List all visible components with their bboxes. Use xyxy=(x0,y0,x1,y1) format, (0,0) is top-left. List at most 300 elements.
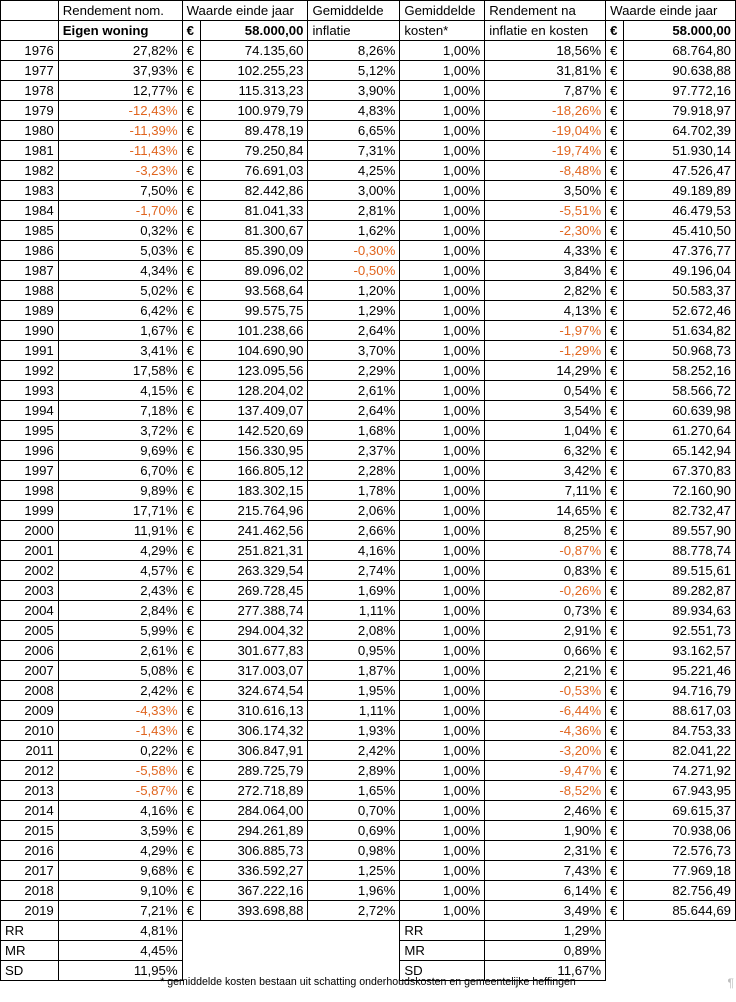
currency-cell[interactable]: € xyxy=(182,601,200,621)
inflatie-cell[interactable]: 8,26% xyxy=(308,41,400,61)
kosten-cell[interactable]: 1,00% xyxy=(400,481,485,501)
year-cell[interactable]: 1976 xyxy=(1,41,59,61)
kosten-cell[interactable]: 1,00% xyxy=(400,721,485,741)
kosten-cell[interactable]: 1,00% xyxy=(400,841,485,861)
rendement-na-cell[interactable]: 3,50% xyxy=(485,181,606,201)
rendement-na-cell[interactable]: 2,82% xyxy=(485,281,606,301)
waarde-cell[interactable]: 85.390,09 xyxy=(200,241,308,261)
header-waarde-einde-jaar[interactable]: Waarde einde jaar xyxy=(182,1,308,21)
waarde-reeel-cell[interactable]: 88.778,74 xyxy=(624,541,736,561)
waarde-cell[interactable]: 101.238,66 xyxy=(200,321,308,341)
inflatie-cell[interactable]: 0,69% xyxy=(308,821,400,841)
year-cell[interactable]: 2011 xyxy=(1,741,59,761)
inflatie-cell[interactable]: 2,66% xyxy=(308,521,400,541)
currency-cell[interactable]: € xyxy=(182,761,200,781)
waarde-reeel-cell[interactable]: 82.041,22 xyxy=(624,741,736,761)
currency-cell[interactable]: € xyxy=(606,41,624,61)
kosten-cell[interactable]: 1,00% xyxy=(400,181,485,201)
year-cell[interactable]: 1984 xyxy=(1,201,59,221)
rendement-nom-cell[interactable]: 7,50% xyxy=(58,181,182,201)
rendement-na-cell[interactable]: 1,90% xyxy=(485,821,606,841)
kosten-cell[interactable]: 1,00% xyxy=(400,501,485,521)
rendement-nom-cell[interactable]: 7,21% xyxy=(58,901,182,921)
waarde-cell[interactable]: 82.442,86 xyxy=(200,181,308,201)
year-cell[interactable]: 2008 xyxy=(1,681,59,701)
currency-cell[interactable]: € xyxy=(182,741,200,761)
inflatie-cell[interactable]: 2,61% xyxy=(308,381,400,401)
rendement-nom-cell[interactable]: -12,43% xyxy=(58,101,182,121)
year-cell[interactable]: 1991 xyxy=(1,341,59,361)
year-cell[interactable]: 1992 xyxy=(1,361,59,381)
year-cell[interactable]: 1998 xyxy=(1,481,59,501)
kosten-cell[interactable]: 1,00% xyxy=(400,701,485,721)
waarde-cell[interactable]: 76.691,03 xyxy=(200,161,308,181)
currency-cell[interactable]: € xyxy=(606,61,624,81)
empty-cell[interactable] xyxy=(1,21,59,41)
stat-value-left[interactable]: 4,45% xyxy=(58,941,182,961)
rendement-na-cell[interactable]: -0,87% xyxy=(485,541,606,561)
currency-cell[interactable]: € xyxy=(606,481,624,501)
currency-cell[interactable]: € xyxy=(182,581,200,601)
waarde-reeel-cell[interactable]: 94.716,79 xyxy=(624,681,736,701)
kosten-cell[interactable]: 1,00% xyxy=(400,321,485,341)
kosten-cell[interactable]: 1,00% xyxy=(400,161,485,181)
inflatie-cell[interactable]: 1,93% xyxy=(308,721,400,741)
currency-cell[interactable]: € xyxy=(182,881,200,901)
year-cell[interactable]: 2012 xyxy=(1,761,59,781)
waarde-reeel-cell[interactable]: 89.515,61 xyxy=(624,561,736,581)
currency-cell[interactable]: € xyxy=(182,841,200,861)
currency-cell[interactable]: € xyxy=(606,781,624,801)
rendement-na-cell[interactable]: 3,84% xyxy=(485,261,606,281)
rendement-na-cell[interactable]: -19,74% xyxy=(485,141,606,161)
waarde-reeel-cell[interactable]: 82.732,47 xyxy=(624,501,736,521)
waarde-reeel-cell[interactable]: 85.644,69 xyxy=(624,901,736,921)
rendement-nom-cell[interactable]: 5,08% xyxy=(58,661,182,681)
kosten-cell[interactable]: 1,00% xyxy=(400,381,485,401)
waarde-reeel-cell[interactable]: 49.189,89 xyxy=(624,181,736,201)
inflatie-cell[interactable]: 4,25% xyxy=(308,161,400,181)
inflatie-cell[interactable]: 1,87% xyxy=(308,661,400,681)
inflatie-cell[interactable]: 1,78% xyxy=(308,481,400,501)
inflatie-cell[interactable]: 2,81% xyxy=(308,201,400,221)
waarde-cell[interactable]: 215.764,96 xyxy=(200,501,308,521)
kosten-cell[interactable]: 1,00% xyxy=(400,301,485,321)
currency-cell[interactable]: € xyxy=(182,201,200,221)
waarde-cell[interactable]: 81.041,33 xyxy=(200,201,308,221)
currency-cell[interactable]: € xyxy=(182,421,200,441)
currency-cell[interactable]: € xyxy=(182,241,200,261)
waarde-cell[interactable]: 306.847,91 xyxy=(200,741,308,761)
waarde-cell[interactable]: 183.302,15 xyxy=(200,481,308,501)
rendement-nom-cell[interactable]: 5,99% xyxy=(58,621,182,641)
header-rna-sub[interactable]: inflatie en kosten xyxy=(485,21,606,41)
currency-cell[interactable]: € xyxy=(606,221,624,241)
rendement-nom-cell[interactable]: -1,43% xyxy=(58,721,182,741)
currency-cell[interactable]: € xyxy=(606,901,624,921)
waarde-reeel-cell[interactable]: 67.943,95 xyxy=(624,781,736,801)
waarde-reeel-cell[interactable]: 47.376,77 xyxy=(624,241,736,261)
waarde-cell[interactable]: 310.616,13 xyxy=(200,701,308,721)
currency-cell[interactable]: € xyxy=(182,781,200,801)
rendement-na-cell[interactable]: 2,46% xyxy=(485,801,606,821)
inflatie-cell[interactable]: 1,96% xyxy=(308,881,400,901)
currency-cell[interactable]: € xyxy=(606,581,624,601)
year-cell[interactable]: 2013 xyxy=(1,781,59,801)
inflatie-cell[interactable]: 6,65% xyxy=(308,121,400,141)
rendement-nom-cell[interactable]: -11,39% xyxy=(58,121,182,141)
rendement-na-cell[interactable]: 3,42% xyxy=(485,461,606,481)
year-cell[interactable]: 1988 xyxy=(1,281,59,301)
kosten-cell[interactable]: 1,00% xyxy=(400,441,485,461)
rendement-na-cell[interactable]: 4,33% xyxy=(485,241,606,261)
kosten-cell[interactable]: 1,00% xyxy=(400,861,485,881)
waarde-cell[interactable]: 128.204,02 xyxy=(200,381,308,401)
stat-value-left[interactable]: 4,81% xyxy=(58,921,182,941)
rendement-na-cell[interactable]: -3,20% xyxy=(485,741,606,761)
inflatie-cell[interactable]: -0,30% xyxy=(308,241,400,261)
rendement-nom-cell[interactable]: 9,89% xyxy=(58,481,182,501)
inflatie-cell[interactable]: 3,00% xyxy=(308,181,400,201)
rendement-nom-cell[interactable]: 17,58% xyxy=(58,361,182,381)
inflatie-cell[interactable]: 2,08% xyxy=(308,621,400,641)
waarde-reeel-cell[interactable]: 68.764,80 xyxy=(624,41,736,61)
waarde-reeel-cell[interactable]: 64.702,39 xyxy=(624,121,736,141)
year-cell[interactable]: 1981 xyxy=(1,141,59,161)
waarde-reeel-cell[interactable]: 97.772,16 xyxy=(624,81,736,101)
rendement-na-cell[interactable]: -6,44% xyxy=(485,701,606,721)
year-cell[interactable]: 2010 xyxy=(1,721,59,741)
currency-cell[interactable]: € xyxy=(182,861,200,881)
waarde-reeel-cell[interactable]: 67.370,83 xyxy=(624,461,736,481)
waarde-cell[interactable]: 284.064,00 xyxy=(200,801,308,821)
stat-value-right[interactable]: 1,29% xyxy=(485,921,606,941)
year-cell[interactable]: 1986 xyxy=(1,241,59,261)
waarde-cell[interactable]: 294.261,89 xyxy=(200,821,308,841)
inflatie-cell[interactable]: 2,06% xyxy=(308,501,400,521)
rendement-nom-cell[interactable]: 2,61% xyxy=(58,641,182,661)
year-cell[interactable]: 1999 xyxy=(1,501,59,521)
rendement-na-cell[interactable]: 3,54% xyxy=(485,401,606,421)
currency-cell-2[interactable]: € xyxy=(606,21,624,41)
rendement-na-cell[interactable]: 14,65% xyxy=(485,501,606,521)
year-cell[interactable]: 2018 xyxy=(1,881,59,901)
rendement-na-cell[interactable]: 3,49% xyxy=(485,901,606,921)
waarde-cell[interactable]: 241.462,56 xyxy=(200,521,308,541)
rendement-nom-cell[interactable]: 9,10% xyxy=(58,881,182,901)
rendement-na-cell[interactable]: 2,21% xyxy=(485,661,606,681)
currency-cell[interactable]: € xyxy=(182,141,200,161)
rendement-nom-cell[interactable]: 9,69% xyxy=(58,441,182,461)
waarde-cell[interactable]: 263.329,54 xyxy=(200,561,308,581)
currency-cell[interactable]: € xyxy=(606,361,624,381)
waarde-cell[interactable]: 306.174,32 xyxy=(200,721,308,741)
currency-cell[interactable]: € xyxy=(606,141,624,161)
waarde-cell[interactable]: 324.674,54 xyxy=(200,681,308,701)
currency-cell[interactable]: € xyxy=(606,541,624,561)
waarde-reeel-cell[interactable]: 61.270,64 xyxy=(624,421,736,441)
year-cell[interactable]: 1980 xyxy=(1,121,59,141)
rendement-na-cell[interactable]: -1,29% xyxy=(485,341,606,361)
currency-cell[interactable]: € xyxy=(182,441,200,461)
rendement-nom-cell[interactable]: 12,77% xyxy=(58,81,182,101)
waarde-reeel-cell[interactable]: 45.410,50 xyxy=(624,221,736,241)
rendement-na-cell[interactable]: -0,53% xyxy=(485,681,606,701)
waarde-reeel-cell[interactable]: 90.638,88 xyxy=(624,61,736,81)
rendement-na-cell[interactable]: -9,47% xyxy=(485,761,606,781)
waarde-cell[interactable]: 102.255,23 xyxy=(200,61,308,81)
year-cell[interactable]: 2016 xyxy=(1,841,59,861)
rendement-nom-cell[interactable]: 37,93% xyxy=(58,61,182,81)
currency-cell[interactable]: € xyxy=(182,221,200,241)
rendement-na-cell[interactable]: 6,14% xyxy=(485,881,606,901)
stat-label[interactable]: MR xyxy=(1,941,59,961)
kosten-cell[interactable]: 1,00% xyxy=(400,581,485,601)
rendement-na-cell[interactable]: 0,73% xyxy=(485,601,606,621)
waarde-reeel-cell[interactable]: 46.479,53 xyxy=(624,201,736,221)
year-cell[interactable]: 1993 xyxy=(1,381,59,401)
waarde-reeel-cell[interactable]: 50.583,37 xyxy=(624,281,736,301)
year-cell[interactable]: 1978 xyxy=(1,81,59,101)
currency-cell[interactable]: € xyxy=(606,561,624,581)
rendement-nom-cell[interactable]: -4,33% xyxy=(58,701,182,721)
rendement-nom-cell[interactable]: 7,18% xyxy=(58,401,182,421)
inflatie-cell[interactable]: 2,89% xyxy=(308,761,400,781)
kosten-cell[interactable]: 1,00% xyxy=(400,341,485,361)
currency-cell[interactable]: € xyxy=(606,101,624,121)
waarde-reeel-cell[interactable]: 49.196,04 xyxy=(624,261,736,281)
rendement-na-cell[interactable]: 2,91% xyxy=(485,621,606,641)
waarde-reeel-cell[interactable]: 51.634,82 xyxy=(624,321,736,341)
waarde-cell[interactable]: 272.718,89 xyxy=(200,781,308,801)
waarde-reeel-cell[interactable]: 93.162,57 xyxy=(624,641,736,661)
rendement-na-cell[interactable]: 2,31% xyxy=(485,841,606,861)
waarde-cell[interactable]: 79.250,84 xyxy=(200,141,308,161)
rendement-na-cell[interactable]: 0,66% xyxy=(485,641,606,661)
inflatie-cell[interactable]: 2,37% xyxy=(308,441,400,461)
rendement-nom-cell[interactable]: 2,42% xyxy=(58,681,182,701)
rendement-nom-cell[interactable]: 4,29% xyxy=(58,541,182,561)
currency-cell[interactable]: € xyxy=(606,601,624,621)
kosten-cell[interactable]: 1,00% xyxy=(400,661,485,681)
rendement-na-cell[interactable]: -18,26% xyxy=(485,101,606,121)
waarde-cell[interactable]: 393.698,88 xyxy=(200,901,308,921)
waarde-reeel-cell[interactable]: 89.557,90 xyxy=(624,521,736,541)
waarde-reeel-cell[interactable]: 88.617,03 xyxy=(624,701,736,721)
waarde-reeel-cell[interactable]: 89.934,63 xyxy=(624,601,736,621)
start-value-cell-2[interactable]: 58.000,00 xyxy=(624,21,736,41)
currency-cell[interactable]: € xyxy=(606,441,624,461)
inflatie-cell[interactable]: 1,29% xyxy=(308,301,400,321)
currency-cell[interactable]: € xyxy=(182,541,200,561)
currency-cell[interactable]: € xyxy=(606,641,624,661)
rendement-nom-cell[interactable]: 27,82% xyxy=(58,41,182,61)
currency-cell[interactable]: € xyxy=(606,681,624,701)
rendement-na-cell[interactable]: 1,04% xyxy=(485,421,606,441)
rendement-na-cell[interactable]: 7,11% xyxy=(485,481,606,501)
kosten-cell[interactable]: 1,00% xyxy=(400,741,485,761)
kosten-cell[interactable]: 1,00% xyxy=(400,361,485,381)
waarde-reeel-cell[interactable]: 70.938,06 xyxy=(624,821,736,841)
currency-cell[interactable]: € xyxy=(606,161,624,181)
currency-cell[interactable]: € xyxy=(606,281,624,301)
kosten-cell[interactable]: 1,00% xyxy=(400,141,485,161)
waarde-cell[interactable]: 100.979,79 xyxy=(200,101,308,121)
header-gemiddelde-inflatie[interactable]: Gemiddelde xyxy=(308,1,400,21)
inflatie-cell[interactable]: 0,98% xyxy=(308,841,400,861)
currency-cell[interactable]: € xyxy=(182,81,200,101)
currency-cell[interactable]: € xyxy=(606,81,624,101)
currency-cell[interactable]: € xyxy=(606,201,624,221)
kosten-cell[interactable]: 1,00% xyxy=(400,101,485,121)
rendement-na-cell[interactable]: 0,54% xyxy=(485,381,606,401)
rendement-na-cell[interactable]: 4,13% xyxy=(485,301,606,321)
waarde-cell[interactable]: 142.520,69 xyxy=(200,421,308,441)
waarde-reeel-cell[interactable]: 58.252,16 xyxy=(624,361,736,381)
waarde-cell[interactable]: 269.728,45 xyxy=(200,581,308,601)
year-cell[interactable]: 1983 xyxy=(1,181,59,201)
currency-cell[interactable]: € xyxy=(606,701,624,721)
waarde-reeel-cell[interactable]: 84.753,33 xyxy=(624,721,736,741)
currency-cell[interactable]: € xyxy=(182,161,200,181)
currency-cell[interactable]: € xyxy=(182,41,200,61)
currency-cell[interactable]: € xyxy=(182,661,200,681)
inflatie-cell[interactable]: 5,12% xyxy=(308,61,400,81)
inflatie-cell[interactable]: 2,29% xyxy=(308,361,400,381)
waarde-cell[interactable]: 306.885,73 xyxy=(200,841,308,861)
kosten-cell[interactable]: 1,00% xyxy=(400,521,485,541)
inflatie-cell[interactable]: 1,68% xyxy=(308,421,400,441)
year-cell[interactable]: 1985 xyxy=(1,221,59,241)
year-cell[interactable]: 1987 xyxy=(1,261,59,281)
rendement-nom-cell[interactable]: -5,87% xyxy=(58,781,182,801)
waarde-reeel-cell[interactable]: 51.930,14 xyxy=(624,141,736,161)
waarde-cell[interactable]: 137.409,07 xyxy=(200,401,308,421)
year-cell[interactable]: 2017 xyxy=(1,861,59,881)
currency-cell[interactable]: € xyxy=(182,401,200,421)
waarde-reeel-cell[interactable]: 79.918,97 xyxy=(624,101,736,121)
waarde-reeel-cell[interactable]: 72.160,90 xyxy=(624,481,736,501)
rendement-nom-cell[interactable]: 4,29% xyxy=(58,841,182,861)
rendement-nom-cell[interactable]: 4,16% xyxy=(58,801,182,821)
year-cell[interactable]: 1979 xyxy=(1,101,59,121)
kosten-cell[interactable]: 1,00% xyxy=(400,241,485,261)
inflatie-cell[interactable]: 1,69% xyxy=(308,581,400,601)
rendement-nom-cell[interactable]: 2,84% xyxy=(58,601,182,621)
kosten-cell[interactable]: 1,00% xyxy=(400,641,485,661)
currency-cell[interactable]: € xyxy=(606,181,624,201)
waarde-reeel-cell[interactable]: 47.526,47 xyxy=(624,161,736,181)
year-cell[interactable]: 1977 xyxy=(1,61,59,81)
year-cell[interactable]: 2006 xyxy=(1,641,59,661)
waarde-cell[interactable]: 74.135,60 xyxy=(200,41,308,61)
year-cell[interactable]: 1995 xyxy=(1,421,59,441)
currency-cell[interactable]: € xyxy=(182,301,200,321)
kosten-cell[interactable]: 1,00% xyxy=(400,121,485,141)
header-rendement-na[interactable]: Rendement na xyxy=(485,1,606,21)
inflatie-cell[interactable]: -0,50% xyxy=(308,261,400,281)
rendement-nom-cell[interactable]: 0,32% xyxy=(58,221,182,241)
currency-cell[interactable]: € xyxy=(182,281,200,301)
currency-cell[interactable]: € xyxy=(606,741,624,761)
rendement-na-cell[interactable]: 14,29% xyxy=(485,361,606,381)
currency-cell[interactable]: € xyxy=(182,361,200,381)
currency-cell[interactable]: € xyxy=(182,501,200,521)
currency-cell[interactable]: € xyxy=(182,901,200,921)
inflatie-cell[interactable]: 2,74% xyxy=(308,561,400,581)
kosten-cell[interactable]: 1,00% xyxy=(400,201,485,221)
currency-cell[interactable]: € xyxy=(182,321,200,341)
rendement-nom-cell[interactable]: 6,42% xyxy=(58,301,182,321)
kosten-cell[interactable]: 1,00% xyxy=(400,81,485,101)
currency-cell[interactable]: € xyxy=(606,721,624,741)
currency-cell[interactable]: € xyxy=(606,321,624,341)
currency-cell[interactable]: € xyxy=(606,521,624,541)
rendement-nom-cell[interactable]: 3,72% xyxy=(58,421,182,441)
inflatie-cell[interactable]: 2,64% xyxy=(308,401,400,421)
currency-cell[interactable]: € xyxy=(606,621,624,641)
currency-cell[interactable]: € xyxy=(182,381,200,401)
rendement-na-cell[interactable]: 7,87% xyxy=(485,81,606,101)
currency-cell[interactable]: € xyxy=(606,241,624,261)
rendement-na-cell[interactable]: -2,30% xyxy=(485,221,606,241)
year-cell[interactable]: 2001 xyxy=(1,541,59,561)
rendement-nom-cell[interactable]: 11,91% xyxy=(58,521,182,541)
year-cell[interactable]: 1994 xyxy=(1,401,59,421)
rendement-nom-cell[interactable]: 3,41% xyxy=(58,341,182,361)
kosten-cell[interactable]: 1,00% xyxy=(400,601,485,621)
header-gemiddelde-kosten[interactable]: Gemiddelde xyxy=(400,1,485,21)
kosten-cell[interactable]: 1,00% xyxy=(400,221,485,241)
inflatie-cell[interactable]: 1,11% xyxy=(308,701,400,721)
rendement-nom-cell[interactable]: -3,23% xyxy=(58,161,182,181)
label-eigen-woning[interactable]: Eigen woning xyxy=(58,21,182,41)
waarde-cell[interactable]: 115.313,23 xyxy=(200,81,308,101)
waarde-reeel-cell[interactable]: 92.551,73 xyxy=(624,621,736,641)
inflatie-cell[interactable]: 1,65% xyxy=(308,781,400,801)
header-inflatie-sub[interactable]: inflatie xyxy=(308,21,400,41)
inflatie-cell[interactable]: 1,95% xyxy=(308,681,400,701)
currency-cell[interactable]: € xyxy=(606,501,624,521)
currency-cell[interactable]: € xyxy=(182,561,200,581)
year-cell[interactable]: 1990 xyxy=(1,321,59,341)
inflatie-cell[interactable]: 1,25% xyxy=(308,861,400,881)
year-cell[interactable]: 2019 xyxy=(1,901,59,921)
stat-label[interactable]: SD xyxy=(1,961,59,981)
currency-cell[interactable]: € xyxy=(182,681,200,701)
kosten-cell[interactable]: 1,00% xyxy=(400,421,485,441)
rendement-na-cell[interactable]: -8,52% xyxy=(485,781,606,801)
waarde-cell[interactable]: 99.575,75 xyxy=(200,301,308,321)
inflatie-cell[interactable]: 2,28% xyxy=(308,461,400,481)
currency-cell[interactable]: € xyxy=(182,521,200,541)
waarde-cell[interactable]: 336.592,27 xyxy=(200,861,308,881)
rendement-nom-cell[interactable]: 3,59% xyxy=(58,821,182,841)
waarde-reeel-cell[interactable]: 74.271,92 xyxy=(624,761,736,781)
currency-cell[interactable]: € xyxy=(606,461,624,481)
waarde-cell[interactable]: 156.330,95 xyxy=(200,441,308,461)
waarde-cell[interactable]: 104.690,90 xyxy=(200,341,308,361)
currency-cell[interactable]: € xyxy=(606,381,624,401)
waarde-reeel-cell[interactable]: 77.969,18 xyxy=(624,861,736,881)
currency-cell[interactable]: € xyxy=(606,121,624,141)
kosten-cell[interactable]: 1,00% xyxy=(400,801,485,821)
kosten-cell[interactable]: 1,00% xyxy=(400,461,485,481)
currency-cell[interactable]: € xyxy=(606,861,624,881)
rendement-nom-cell[interactable]: 5,02% xyxy=(58,281,182,301)
waarde-reeel-cell[interactable]: 52.672,46 xyxy=(624,301,736,321)
waarde-reeel-cell[interactable]: 60.639,98 xyxy=(624,401,736,421)
